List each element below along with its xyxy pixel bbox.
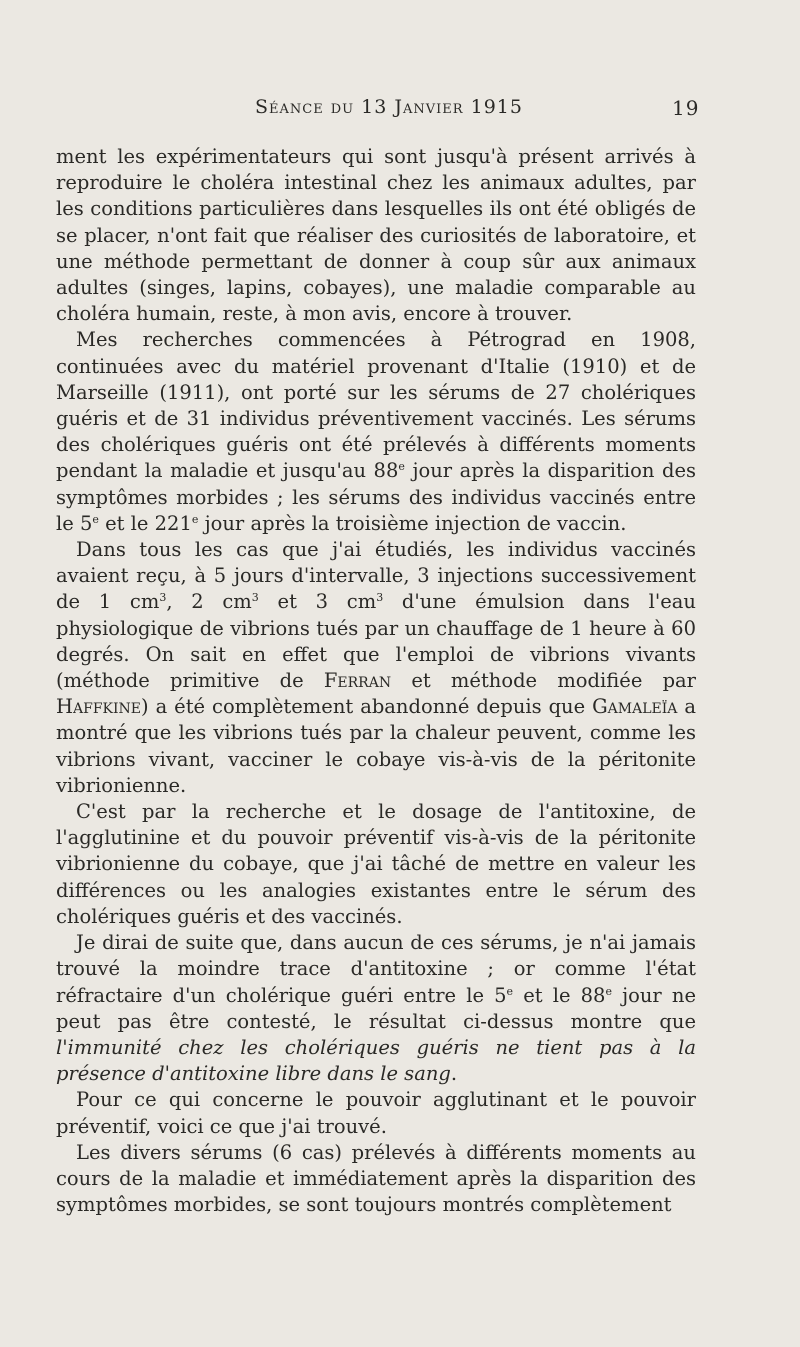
superscript: e: [191, 512, 199, 526]
paragraph-p3: [56, 537, 696, 799]
running-head: [0, 96, 800, 126]
paragraph-p4: [56, 799, 696, 930]
author-name: Haffkine: [56, 695, 142, 719]
superscript: 3: [376, 591, 384, 605]
superscript: e: [92, 512, 99, 526]
text-run: Pour ce qui concerne le pouvoir agglutinant et le pouvoir préventif, voici ce que j'ai trouvé.: [56, 1088, 696, 1138]
superscript: e: [506, 984, 514, 998]
text-run: jour après la disparition des symptômes morbides ; les sérums des individus vaccinés entre le 5: [56, 459, 696, 535]
author-name: Ferran: [323, 669, 392, 693]
text-run: Je dirai de suite que, dans aucun de ces sérums, je n'ai jamais trouvé la moindre trace d'antitoxine ; or comme l'état réfractaire d'un cholérique guéri entre le 5: [56, 931, 696, 1007]
text-run: ment les expérimentateurs qui sont jusqu'à présent arrivés à reproduire le choléra intestinal chez les animaux adultes, par les conditions particulières dans lesquelles ils ont été obligés de se placer, n'ont fait que réaliser des curiosités de laboratoire, et une méthode permettant de donner à coup sûr aux animaux adultes (singes, lapins, cobayes), une maladie comparable au choléra humain, reste, à mon avis, encore à trouver.: [56, 145, 696, 326]
text-run: C'est par la recherche et le dosage de l'antitoxine, de l'agglutinine et du pouvoir préventif vis-à-vis de la péritonite vibrionienne du cobaye, que j'ai tâché de mettre en valeur les différences ou les analogies existantes entre le sérum des cholériques guéris et des vaccinés.: [56, 800, 696, 928]
paragraph-p1: [56, 144, 696, 327]
text-run: et 3 cm: [258, 590, 377, 614]
text-run: et le 221: [98, 511, 192, 535]
text-run: et le 88: [513, 983, 606, 1007]
text-run: jour ne peut pas être contesté, le résultat ci-dessus montre que: [56, 983, 696, 1033]
paragraph-p7: [56, 1140, 696, 1219]
paragraph-p2: [56, 327, 696, 537]
text-run: ) a été complètement abandonné depuis que: [141, 695, 593, 719]
text-run: a montré que les vibrions tués par la chaleur peuvent, comme les vibrions vivant, vacciner le cobaye vis-à-vis de la péritonite vibrionienne.: [56, 695, 696, 797]
superscript: 3: [159, 591, 167, 605]
author-name: Gamaleïa: [592, 695, 678, 719]
paragraph-p5: [56, 930, 696, 1087]
text-run: .: [450, 1062, 458, 1086]
text-run: Mes recherches commencées à Pétrograd en 1908, continuées avec du matériel provenant d'Italie (1910) et de Marseille (1911), ont porté sur les sérums de 27 cholériques guéris et de 31 individus préventivement vaccinés. Les sérums des cholériques guéris ont été prélevés à différents moments pendant la maladie et jusqu'au 88: [56, 328, 696, 483]
text-run: d'une émulsion dans l'eau physiologique de vibrions tués par un chauffage de 1 heure à 60 degrés. On sait en effet que l'emploi de vibrions vivants (méthode primitive de: [56, 590, 696, 693]
text-run: jour après la troisième injection de vaccin.: [198, 511, 627, 535]
text-run: Dans tous les cas que j'ai étudiés, les individus vaccinés avaient reçu, à 5 jours d'intervalle, 3 injections successivement de 1 cm: [56, 538, 696, 614]
running-title: Séance du 13 Janvier 1915: [255, 96, 523, 118]
text-run: , 2 cm: [166, 590, 252, 614]
paragraph-p6: [56, 1087, 696, 1139]
body-text: [56, 144, 696, 1218]
superscript: 3: [251, 591, 259, 605]
text-run: Les divers sérums (6 cas) prélevés à différents moments au cours de la maladie et immédiatement après la disparition des symptômes morbides, se sont toujours montrés complètement: [56, 1140, 696, 1217]
text-run: et méthode modifiée par: [391, 669, 697, 693]
emphasis-text: l'immunité chez les cholériques guéris ne tient pas à la présence d'antitoxine libre dans le sang: [56, 1035, 696, 1086]
superscript: e: [398, 460, 405, 474]
page-number: 19: [672, 96, 700, 120]
superscript: e: [605, 984, 612, 998]
